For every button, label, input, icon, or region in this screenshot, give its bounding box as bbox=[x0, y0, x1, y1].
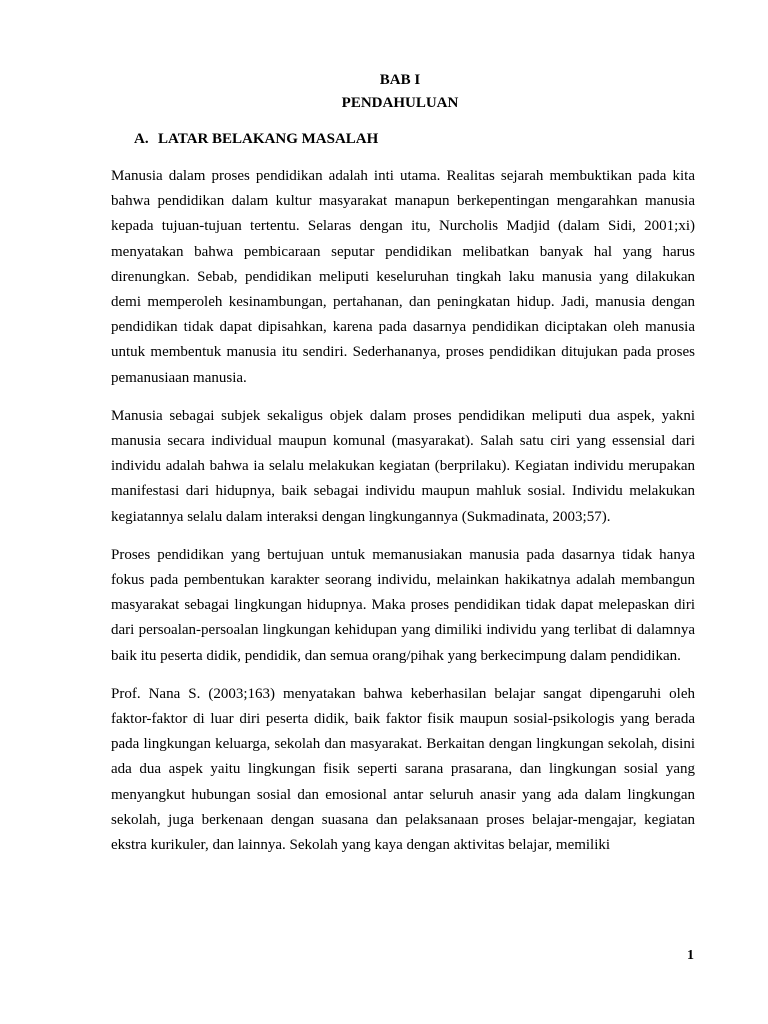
paragraph-2: Manusia sebagai subjek sekaligus objek dalam proses pendidikan meliputi dua aspek, yakni manusia secara individual maupun komunal (masyarakat). Salah satu ciri yang essensial dari individu adalah bahwa ia selalu melakukan kegiatan (berprilaku). Kegiatan individu merupakan manifestasi dari hidupnya, baik sebagai individu maupun mahluk sosial. Individu melakukan kegiatannya selalu dalam interaksi dengan lingkungannya (Sukmadinata, 2003;57). bbox=[111, 407, 695, 525]
paragraph-4: Prof. Nana S. (2003;163) menyatakan bahwa keberhasilan belajar sangat dipengaruhi oleh faktor-faktor di luar diri peserta didik, baik faktor fisik maupun sosial-psikologis yang berada pada lingkungan keluarga, sekolah dan masyarakat. Berkaitan dengan lingkungan sekolah, disini ada dua aspek yaitu lingkungan fisik seperti sarana prasarana, dan lingkungan sosial yang menyangkut hubungan sosial dan emosional antar seluruh anasir yang ada dalam lingkungan sekolah, juga berkenaan dengan suasana dan pelaksanaan proses belajar-mengajar, kegiatan ekstra kurikuler, dan lainnya. Sekolah yang kaya dengan aktivitas belajar, memiliki bbox=[111, 685, 695, 854]
page-number: 1 bbox=[687, 948, 694, 963]
paragraph-1: Manusia dalam proses pendidikan adalah inti utama. Realitas sejarah membuktikan pada kita bahwa pendidikan dalam kultur masyarakat manapun berkepentingan mengarahkan manusia kepada tujuan-tujuan tertentu. Selaras dengan itu, Nurcholis Madjid (dalam Sidi, 2001;xi) menyatakan bahwa pembicaraan seputar pendidikan melibatkan banyak hal yang harus direnungkan. Sebab, pendidikan meliputi keseluruhan tingkah laku manusia yang dilakukan demi memperoleh kesinambungan, pertahanan, dan peningkatan hidup. Jadi, manusia dengan pendidikan tidak dapat dipisahkan, karena pada dasarnya pendidikan diciptakan oleh manusia untuk membentuk manusia itu sendiri. Sederhananya, proses pendidikan ditujukan pada proses pemanusiaan manusia. bbox=[111, 168, 695, 386]
chapter-number: BAB I bbox=[379, 72, 421, 88]
body-text bbox=[111, 164, 695, 871]
section-title: LATAR BELAKANG MASALAH bbox=[158, 131, 379, 147]
section-marker: A. bbox=[134, 131, 149, 147]
section-heading bbox=[134, 130, 378, 148]
chapter-title: PENDAHULUAN bbox=[341, 95, 459, 111]
paragraph-3: Proses pendidikan yang bertujuan untuk memanusiakan manusia pada dasarnya tidak hanya fokus pada pembentukan karakter seorang individu, melainkan hakikatnya adalah membangun masyarakat sebagai lingkungan hidupnya. Maka proses pendidikan tidak dapat melepaskan diri dari persoalan-persoalan lingkungan kehidupan yang dimiliki individu yang terlibat di dalamnya baik itu peserta didik, pendidik, dan semua orang/pihak yang berkecimpung dalam pendidikan. bbox=[111, 546, 695, 664]
